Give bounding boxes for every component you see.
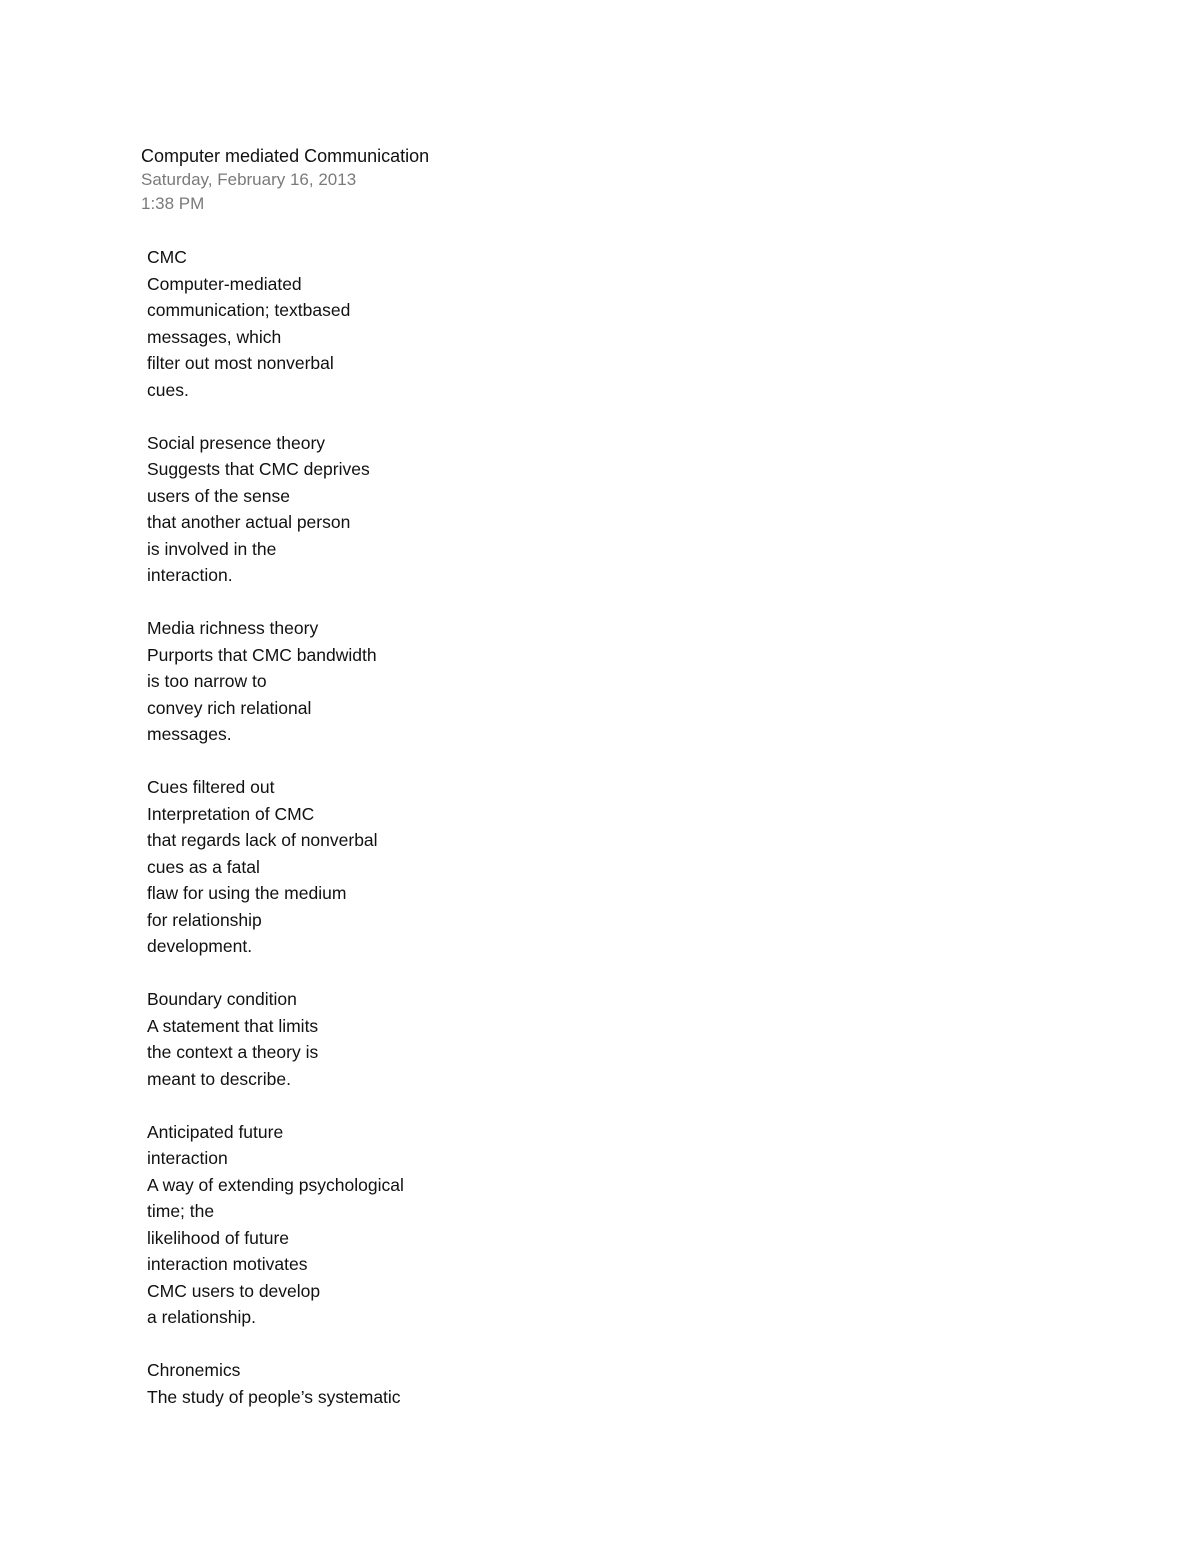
note-line: interaction.: [147, 565, 233, 585]
note-line: A statement that limits: [147, 1015, 319, 1036]
note-line: time; the: [147, 1201, 215, 1221]
note-line: users of the sense: [147, 485, 290, 506]
note-entry-social-presence: [147, 430, 404, 589]
note-line: messages.: [147, 724, 232, 744]
page-title: Computer mediated Communication: [141, 146, 430, 166]
note-entry-media-richness: [147, 615, 404, 748]
note-line: communication; textbased: [147, 300, 351, 320]
note-entry-cmc: [147, 244, 404, 403]
note-line: meant to describe.: [147, 1068, 291, 1089]
note-line: Suggests that CMC deprives: [147, 459, 370, 479]
note-line: that regards lack of nonverbal: [147, 830, 378, 850]
note-line: is too narrow to: [147, 671, 267, 691]
note-term: Media richness theory: [147, 618, 319, 638]
note-term: Chronemics: [147, 1360, 241, 1380]
note-line: convey rich relational: [147, 697, 312, 718]
note-term: Anticipated future: [147, 1121, 284, 1142]
note-line: messages, which: [147, 326, 282, 347]
note-line: the context a theory is: [147, 1042, 319, 1062]
note-term: CMC: [147, 247, 187, 267]
note-line: interaction motivates: [147, 1254, 308, 1274]
note-line: cues as a fatal: [147, 856, 260, 877]
note-line: A way of extending psychological: [147, 1174, 404, 1195]
note-line: development.: [147, 936, 253, 956]
page-date: Saturday, February 16, 2013: [141, 170, 357, 189]
note-entry-cues-filtered-out: [147, 774, 404, 960]
note-line: Purports that CMC bandwidth: [147, 644, 377, 665]
note-line: likelihood of future: [147, 1227, 290, 1248]
note-line: for relationship: [147, 909, 262, 930]
note-line: CMC users to develop: [147, 1280, 321, 1301]
note-term: Social presence theory: [147, 432, 326, 453]
note-line: is involved in the: [147, 538, 277, 559]
note-line: Computer-mediated: [147, 273, 302, 294]
note-line: a relationship.: [147, 1307, 256, 1327]
note-entry-boundary-condition: [147, 986, 404, 1092]
note-term: interaction: [147, 1148, 228, 1168]
note-entry-anticipated-future-interaction: [147, 1119, 404, 1331]
note-line: filter out most nonverbal: [147, 353, 334, 373]
notes-body: [147, 244, 404, 1437]
note-term: Cues filtered out: [147, 777, 275, 797]
note-line: cues.: [147, 379, 189, 400]
page-header: [141, 144, 429, 216]
note-entry-chronemics: [147, 1357, 404, 1410]
note-line: flaw for using the medium: [147, 883, 347, 903]
note-line: The study of people’s systematic: [147, 1386, 401, 1407]
note-line: Interpretation of CMC: [147, 803, 315, 824]
note-term: Boundary condition: [147, 989, 297, 1009]
note-line: that another actual person: [147, 512, 351, 532]
page-time: 1:38 PM: [141, 194, 205, 213]
